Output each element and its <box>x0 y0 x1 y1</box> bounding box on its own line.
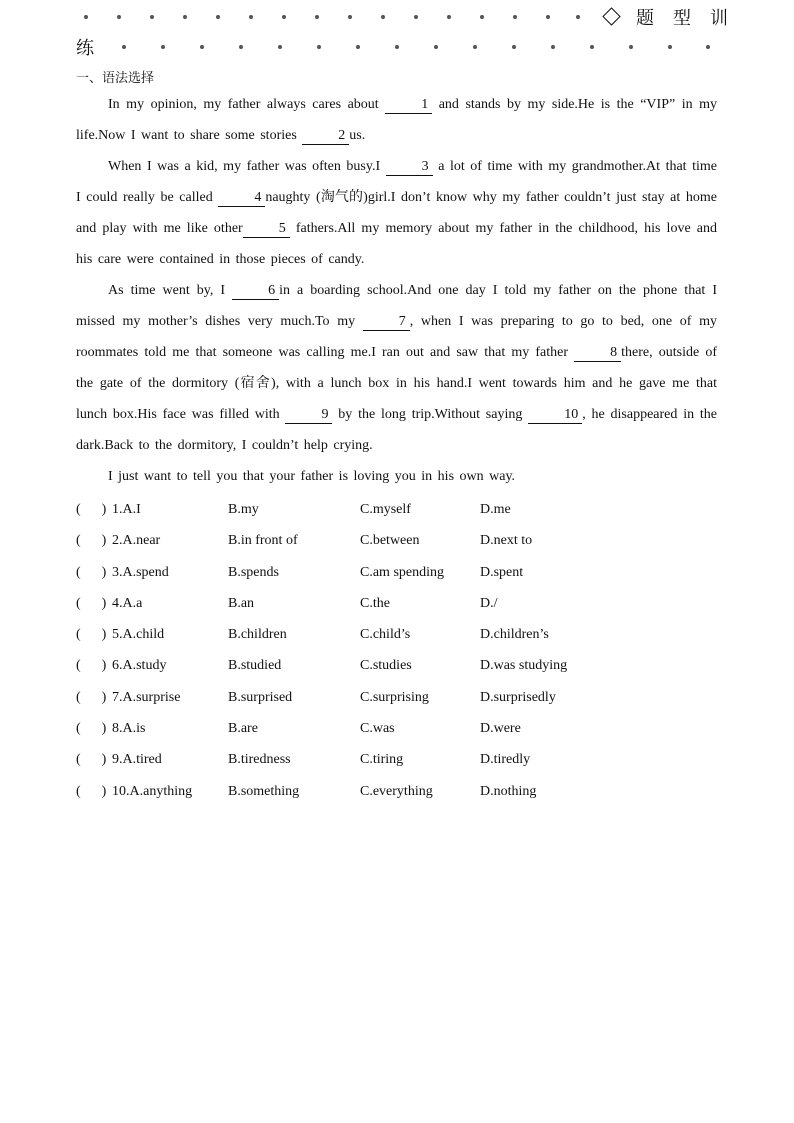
passage-text: and stands by my side.He is the “VIP” in my life.Now I want to share some stories <box>76 97 718 143</box>
passage-paragraph <box>76 275 717 461</box>
dot-divider <box>668 45 672 49</box>
dot-divider <box>150 15 154 19</box>
dot-divider <box>348 15 352 19</box>
dot-divider <box>395 45 399 49</box>
passage-text: , he disappeared in the dark.Back to the dormitory, I couldn’t help crying. <box>76 407 718 453</box>
passage-text: naughty (淘气的)girl.I don’t know why my father couldn’t just stay at home and play with me like other <box>76 190 717 236</box>
passage-paragraph <box>76 461 717 492</box>
option-d[interactable]: D.tiredly <box>480 752 531 768</box>
dot-divider <box>317 45 321 49</box>
question-row <box>76 747 716 778</box>
dot-divider <box>513 15 517 19</box>
option-c[interactable]: C.studies <box>360 658 412 674</box>
passage-text: there, outside of the gate of the dormitory (宿舍), with a lunch box in his hand.I went towards him and he gave me that lunch box.His face was filled with <box>76 345 717 422</box>
answer-paren[interactable]: ( ) <box>76 627 107 643</box>
dot-divider <box>629 45 633 49</box>
option-c[interactable]: C.between <box>360 533 420 549</box>
dot-divider <box>239 45 243 49</box>
dot-divider <box>315 15 319 19</box>
answer-paren[interactable]: ( ) <box>76 595 107 611</box>
option-d[interactable]: D.were <box>480 721 521 737</box>
option-c[interactable]: C.everything <box>360 783 433 799</box>
answer-blank[interactable]: 6 <box>232 283 279 300</box>
option-a[interactable]: 8.A.is <box>112 721 146 737</box>
dot-divider <box>278 45 282 49</box>
option-b[interactable]: B.are <box>228 721 258 737</box>
passage-text: In my opinion, my father always cares about <box>108 97 386 112</box>
answer-blank[interactable]: 8 <box>574 345 621 362</box>
answer-paren[interactable]: ( ) <box>76 689 107 705</box>
option-b[interactable]: B.children <box>228 627 287 643</box>
dot-divider <box>122 45 126 49</box>
dot-divider <box>576 15 580 19</box>
option-b[interactable]: B.in front of <box>228 533 298 549</box>
passage-text: us. <box>349 128 366 143</box>
passage-text: When I was a kid, my father was often busy.I <box>108 159 386 174</box>
dot-divider <box>200 45 204 49</box>
dot-divider <box>282 15 286 19</box>
answer-blank[interactable]: 9 <box>285 407 332 424</box>
option-b[interactable]: B.something <box>228 783 300 799</box>
answer-paren[interactable]: ( ) <box>76 752 107 768</box>
header-line-1 <box>76 4 747 30</box>
option-b[interactable]: B.studied <box>228 658 282 674</box>
dot-divider <box>249 15 253 19</box>
question-row <box>76 716 716 747</box>
dot-divider <box>356 45 360 49</box>
header-title-continued: 练 <box>76 38 94 59</box>
passage-text: fathers.All my memory about my father in the childhood, his love and his care were contained in those pieces of candy. <box>76 221 717 267</box>
answer-paren[interactable]: ( ) <box>76 533 107 549</box>
question-row <box>76 622 716 653</box>
answer-blank[interactable]: 1 <box>385 97 432 114</box>
answer-blank[interactable]: 2 <box>302 128 349 145</box>
dot-divider <box>414 15 418 19</box>
dot-divider <box>546 15 550 19</box>
option-d[interactable]: D.spent <box>480 564 524 580</box>
option-a[interactable]: 1.A.I <box>112 502 141 517</box>
passage-text: I just want to tell you that your father is loving you in his own way. <box>108 469 516 484</box>
dot-divider <box>551 45 555 49</box>
option-c[interactable]: C.was <box>360 721 395 737</box>
header-title: 题型训 <box>636 8 747 29</box>
option-a[interactable]: 10.A.anything <box>112 783 193 799</box>
option-d[interactable]: D.next to <box>480 533 533 549</box>
option-d[interactable]: D.was studying <box>480 658 568 674</box>
answer-blank[interactable]: 10 <box>528 407 582 424</box>
option-c[interactable]: C.tiring <box>360 752 404 768</box>
passage <box>76 89 717 492</box>
option-c[interactable]: C.the <box>360 595 390 611</box>
dot-divider <box>473 45 477 49</box>
question-list <box>76 497 716 810</box>
question-row <box>76 591 716 622</box>
option-c[interactable]: C.myself <box>360 502 411 517</box>
passage-text: in a boarding school.And one day I told my father on the phone that I missed my mother’s dishes very much.To my <box>76 283 717 329</box>
question-row <box>76 685 716 716</box>
dot-divider <box>381 15 385 19</box>
passage-text: As time went by, I <box>108 283 233 298</box>
option-b[interactable]: B.an <box>228 595 255 611</box>
answer-blank[interactable]: 7 <box>363 314 410 331</box>
option-a[interactable]: 6.A.study <box>112 658 167 674</box>
answer-blank[interactable]: 5 <box>243 221 290 238</box>
dot-divider <box>512 45 516 49</box>
option-c[interactable]: C.surprising <box>360 689 429 705</box>
option-a[interactable]: 4.A.a <box>112 595 143 611</box>
answer-paren[interactable]: ( ) <box>76 658 107 674</box>
dot-divider <box>117 15 121 19</box>
dot-divider <box>161 45 165 49</box>
dot-divider <box>84 15 88 19</box>
answer-paren[interactable]: ( ) <box>76 783 107 799</box>
section-title: 一、语法选择 <box>76 71 155 86</box>
option-b[interactable]: B.surprised <box>228 689 293 705</box>
answer-paren[interactable]: ( ) <box>76 564 107 580</box>
question-row <box>76 528 716 559</box>
option-d[interactable]: D.nothing <box>480 783 537 799</box>
answer-blank[interactable]: 4 <box>218 190 265 207</box>
option-b[interactable]: B.tiredness <box>228 752 291 768</box>
question-row <box>76 653 716 684</box>
option-a[interactable]: 9.A.tired <box>112 752 162 768</box>
dot-divider <box>216 15 220 19</box>
question-row <box>76 779 716 810</box>
option-d[interactable]: D./ <box>480 595 498 611</box>
dot-divider <box>434 45 438 49</box>
dot-divider <box>183 15 187 19</box>
option-d[interactable]: D.me <box>480 502 511 517</box>
dot-divider <box>480 15 484 19</box>
passage-text: , when I was preparing to go to bed, one of my roommates told me that someone was calling me.I ran out and saw that my father <box>76 314 717 360</box>
option-d[interactable]: D.children’s <box>480 627 549 643</box>
passage-text: a lot of time with my grandmother.At that time I could really be called <box>76 159 717 205</box>
dot-divider <box>706 45 710 49</box>
dot-divider <box>590 45 594 49</box>
question-row <box>76 560 716 591</box>
option-d[interactable]: D.surprisedly <box>480 689 556 705</box>
option-a[interactable]: 5.A.child <box>112 627 165 643</box>
answer-blank[interactable]: 3 <box>386 159 433 176</box>
question-row <box>76 497 716 528</box>
option-b[interactable]: B.spends <box>228 564 279 580</box>
option-a[interactable]: 3.A.spend <box>112 564 169 580</box>
passage-paragraph <box>76 151 717 275</box>
diamond-icon <box>602 7 620 25</box>
passage-paragraph <box>76 89 717 151</box>
option-a[interactable]: 7.A.surprise <box>112 689 181 705</box>
option-c[interactable]: C.child’s <box>360 627 411 643</box>
option-c[interactable]: C.am spending <box>360 564 444 580</box>
answer-paren[interactable]: ( ) <box>76 502 107 517</box>
option-a[interactable]: 2.A.near <box>112 533 161 549</box>
header-line-2 <box>76 34 718 60</box>
passage-text: by the long trip.Without saying <box>332 407 529 422</box>
dot-divider <box>447 15 451 19</box>
answer-paren[interactable]: ( ) <box>76 721 107 737</box>
option-b[interactable]: B.my <box>228 502 259 517</box>
